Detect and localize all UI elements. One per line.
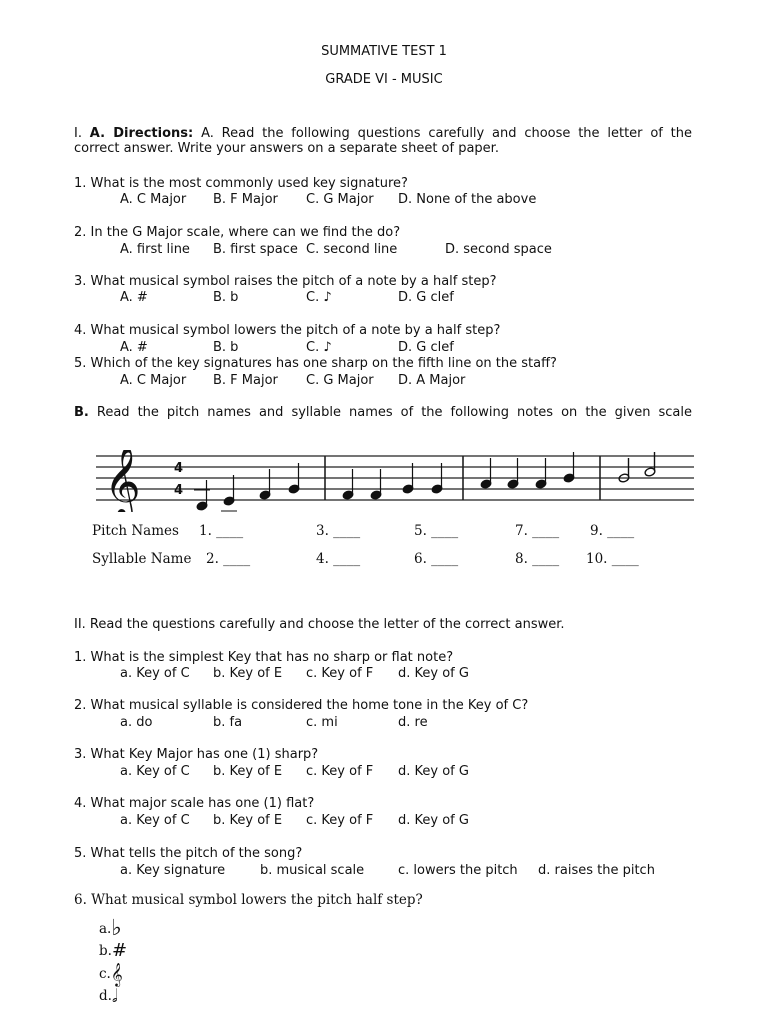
p1-q1-opt-c: C. G Major xyxy=(306,192,374,207)
treble-clef-icon: 𝄞 xyxy=(110,962,123,986)
p1-q5-opt-d: D. A Major xyxy=(398,373,466,388)
p2-q3-opt-a: a. Key of C xyxy=(120,764,190,779)
p2-q1-opt-a: a. Key of C xyxy=(120,666,190,681)
p2-q2-opt-b: b. fa xyxy=(213,715,243,730)
pitch-names-label: Pitch Names xyxy=(92,523,179,539)
p2-q5-opt-b: b. musical scale xyxy=(260,863,365,878)
p2-q1: 1. What is the simplest Key that has no sharp or flat note? xyxy=(74,650,454,665)
p2-q4-opt-b: b. Key of E xyxy=(213,813,283,828)
syllable-names-label: Syllable Name xyxy=(92,551,192,567)
p1-q3-opt-d: D. G clef xyxy=(398,290,454,305)
measure-2-notes xyxy=(342,463,443,500)
p1-q3-opt-a: A. # xyxy=(120,290,148,305)
treble-clef-icon: 𝄞 xyxy=(104,450,141,512)
syllable-blank-8: 8. ____ xyxy=(515,551,560,567)
p1-q2-opt-a: A. first line xyxy=(120,242,190,257)
p2-q1-opt-c: c. Key of F xyxy=(306,666,374,681)
half-note-icon: 𝅗𝅥 xyxy=(111,986,118,1007)
directions xyxy=(74,126,692,156)
directions-label: A. Directions: xyxy=(89,126,194,141)
p2-q3-opt-c: c. Key of F xyxy=(306,764,374,779)
p1-q4-opt-a: A. # xyxy=(120,340,148,355)
p1-q5-opt-b: B. F Major xyxy=(213,373,278,388)
p1-q3-opt-b: B. b xyxy=(213,290,239,305)
p1-q1-opt-d: D. None of the above xyxy=(398,192,537,207)
music-staff xyxy=(90,450,695,512)
test-subtitle: GRADE VI - MUSIC xyxy=(325,72,443,87)
part-b-text: Read the pitch names and syllable names of the following notes on the given scale xyxy=(96,405,692,420)
p2-q6-opt-a xyxy=(99,916,122,941)
p1-q2: 2. In the G Major scale, where can we find the do? xyxy=(74,225,401,240)
p2-q6-opt-b xyxy=(99,940,127,961)
p2-q2-opt-c: c. mi xyxy=(306,715,338,730)
part2-heading: II. Read the questions carefully and choose the letter of the correct answer. xyxy=(74,617,565,632)
p1-q4-opt-d: D. G clef xyxy=(398,340,454,355)
p2-q3: 3. What Key Major has one (1) sharp? xyxy=(74,747,319,762)
p1-q3-opt-c: C. ♪ xyxy=(306,290,332,305)
sharp-icon: # xyxy=(111,940,128,961)
measure-1-notes xyxy=(194,463,300,511)
q6-opt-c-label: c. xyxy=(99,966,111,982)
pitch-blank-1: 1. ____ xyxy=(199,523,244,539)
p2-q4: 4. What major scale has one (1) flat? xyxy=(74,796,315,811)
p2-q2: 2. What musical syllable is considered the home tone in the Key of C? xyxy=(74,698,529,713)
pitch-blank-5: 5. ____ xyxy=(414,523,459,539)
q6-opt-b-label: b. xyxy=(99,943,112,959)
syllable-blank-2: 2. ____ xyxy=(206,551,251,567)
p2-q1-opt-d: d. Key of G xyxy=(398,666,469,681)
p2-q5-opt-c: c. lowers the pitch xyxy=(398,863,518,878)
p1-q1-opt-b: B. F Major xyxy=(213,192,278,207)
p1-q4-opt-b: B. b xyxy=(213,340,239,355)
part-roman: I. xyxy=(74,126,82,141)
p1-q2-opt-c: C. second line xyxy=(306,242,398,257)
p1-q3: 3. What musical symbol raises the pitch of a note by a half step? xyxy=(74,274,497,289)
p2-q3-opt-b: b. Key of E xyxy=(213,764,283,779)
pitch-blank-9: 9. ____ xyxy=(590,523,635,539)
p2-q2-opt-a: a. do xyxy=(120,715,153,730)
p1-q5-opt-c: C. G Major xyxy=(306,373,374,388)
time-sig-top: 4 xyxy=(174,461,184,476)
p2-q6-opt-d xyxy=(99,986,118,1007)
q6-opt-d-label: d. xyxy=(99,988,112,1004)
part-b-instruction xyxy=(74,405,692,420)
pitch-blank-3: 3. ____ xyxy=(316,523,361,539)
time-sig-bottom: 4 xyxy=(174,483,184,498)
p1-q2-opt-b: B. first space xyxy=(213,242,298,257)
p2-q4-opt-d: d. Key of G xyxy=(398,813,469,828)
p1-q5-opt-a: A. C Major xyxy=(120,373,187,388)
part-b-label: B. xyxy=(74,405,89,420)
p2-q6: 6. What musical symbol lowers the pitch half step? xyxy=(74,892,423,908)
test-title: SUMMATIVE TEST 1 xyxy=(321,44,447,59)
syllable-blank-4: 4. ____ xyxy=(316,551,361,567)
directions-line2: correct answer. Write your answers on a separate sheet of paper. xyxy=(74,141,499,156)
syllable-blank-10: 10. ____ xyxy=(586,551,639,567)
p2-q5-opt-d: d. raises the pitch xyxy=(538,863,655,878)
p1-q4: 4. What musical symbol lowers the pitch of a note by a half step? xyxy=(74,323,501,338)
p1-q5: 5. Which of the key signatures has one sharp on the fifth line on the staff? xyxy=(74,356,557,371)
flat-icon: ♭ xyxy=(111,916,122,941)
syllable-blank-6: 6. ____ xyxy=(414,551,459,567)
q6-opt-a-label: a. xyxy=(99,921,112,937)
p1-q2-opt-d: D. second space xyxy=(445,242,552,257)
measure-3-notes xyxy=(480,452,575,489)
p2-q3-opt-d: d. Key of G xyxy=(398,764,469,779)
p2-q4-opt-c: c. Key of F xyxy=(306,813,374,828)
p1-q1-opt-a: A. C Major xyxy=(120,192,187,207)
directions-line1: A. Read the following questions carefully and choose the letter of the xyxy=(201,126,693,141)
staff-svg xyxy=(90,450,695,512)
p2-q4-opt-a: a. Key of C xyxy=(120,813,190,828)
staff-lines xyxy=(96,456,694,500)
p2-q1-opt-b: b. Key of E xyxy=(213,666,283,681)
p2-q5: 5. What tells the pitch of the song? xyxy=(74,846,303,861)
p2-q2-opt-d: d. re xyxy=(398,715,428,730)
p2-q6-opt-c xyxy=(99,962,123,986)
pitch-blank-7: 7. ____ xyxy=(515,523,560,539)
p2-q5-opt-a: a. Key signature xyxy=(120,863,226,878)
p1-q4-opt-c: C. ♪ xyxy=(306,340,332,355)
p1-q1: 1. What is the most commonly used key signature? xyxy=(74,176,408,191)
